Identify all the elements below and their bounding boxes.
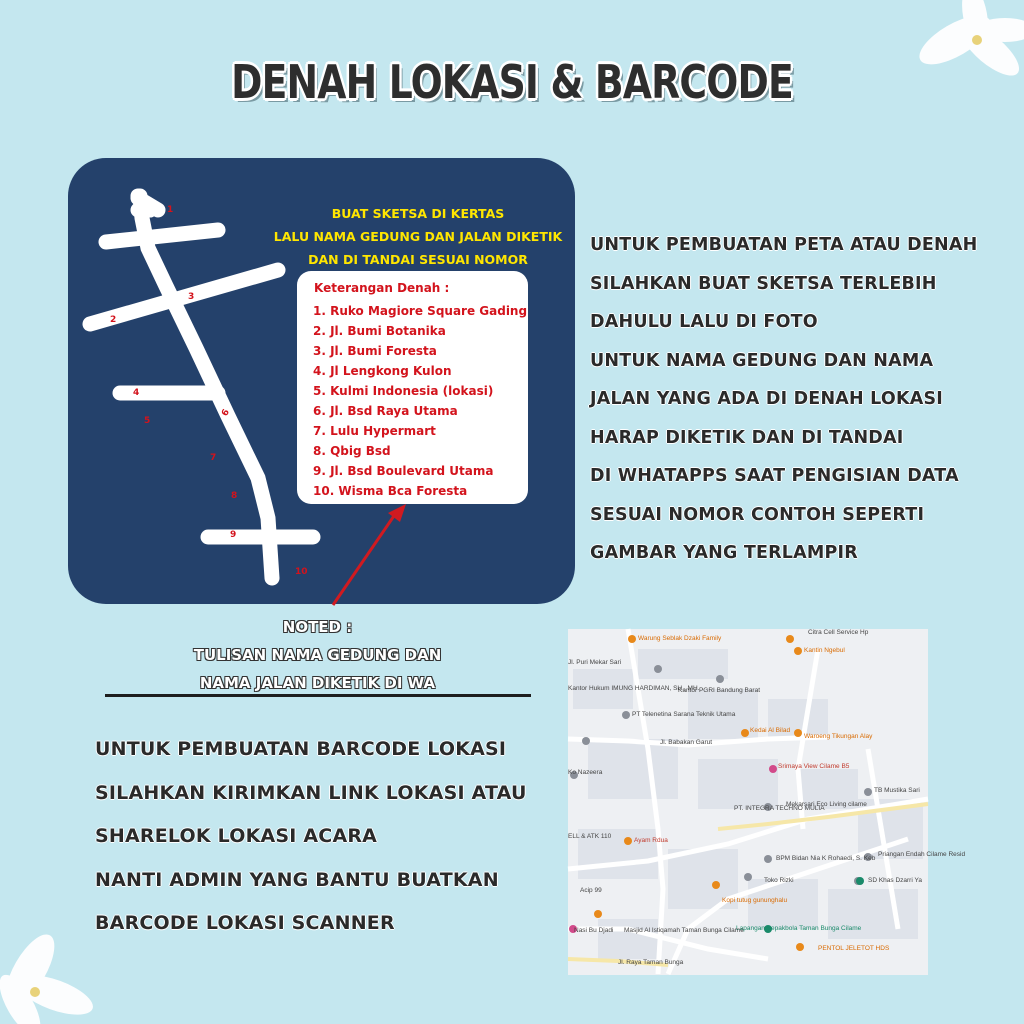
map-number: 6 [220,407,233,419]
page-title: DENAH LOKASI & BARCODE [231,55,793,109]
map-label: Kantor PGRI Bandung Barat [678,687,761,694]
text-line: SILAHKAN KIRIMKAN LINK LOKASI ATAU [95,781,527,804]
legend-title: Keterangan Denah : [314,281,450,295]
map-label: Kedai Al Bilad [750,727,791,734]
map-label: Nasi Bu Djadi [574,927,614,934]
text-line: UNTUK PEMBUATAN BARCODE LOKASI [95,738,507,760]
map-label: Ayam Rdua [634,837,668,844]
barcode-instructions-text [95,728,527,946]
sketch-instructions [68,202,575,271]
map-number: 5 [144,416,151,426]
legend-item: 4. Jl Lengkong Kulon [313,364,452,378]
map-label: PT. INTEGRA TECHNO MULIA [734,805,825,812]
sketch-map-panel [68,158,575,604]
map-label: Ko Nazeera [568,769,603,776]
legend-item: 6. Jl. Bsd Raya Utama [313,404,458,418]
noted-line: NAMA JALAN DIKETIK DI WA [199,674,436,692]
map-label: Waroeng Tikungan Alay [804,733,873,740]
legend-item: 8. Qbig Bsd [313,444,391,458]
flower-decoration-top [895,0,1024,100]
map-number: 1 [167,205,174,215]
divider [105,694,531,697]
legend-item: 5. Kulmi Indonesia (lokasi) [313,384,494,398]
legend-list [313,301,527,501]
text-line: DI WHATAPPS SAAT PENGISIAN DATA [590,466,959,486]
map-number: 9 [230,530,237,540]
map-streets [568,629,928,975]
text-line: JALAN YANG ADA DI DENAH LOKASI [590,389,944,409]
legend-item: 1. Ruko Magiore Square Gading [313,304,528,318]
map-label: Acip 99 [580,887,602,894]
location-map-screenshot [568,629,966,975]
map-label: Kopi tutug gununghalu [722,897,788,904]
map-label: Citra Cell Service Hp [808,629,869,636]
map-label: ELL & ATK 110 [568,833,612,840]
map-label: Toko Rizki [764,877,794,884]
noted-line: TULISAN NAMA GEDUNG DAN [193,646,442,664]
text-line: SESUAI NOMOR CONTOH SEPERTI [590,504,925,525]
instruction-line: LALU NAMA GEDUNG DAN JALAN DIKETIK [273,229,563,244]
map-number: 4 [133,388,140,398]
legend-item: 7. Lulu Hypermart [313,424,436,438]
noted-label: NOTED : [282,618,353,636]
legend-item: 9. Jl. Bsd Boulevard Utama [313,464,494,478]
text-line: UNTUK PEMBUATAN PETA ATAU DENAH [590,235,978,255]
legend-item: 2. Jl. Bumi Botanika [313,324,446,338]
map-label: Jl. Raya Taman Bunga [618,959,684,966]
map-label: Kantor Hukum IMUNG HARDIMAN, SH., MH. [568,685,700,692]
map-label: Lapangan Sepakbola Taman Bunga Cilame [736,925,862,932]
map-number: 3 [188,292,195,302]
noted-block [105,613,530,697]
map-label: Masjid Al Istiqamah Taman Bunga Cilame [624,927,744,934]
map-label: PT Telenetina Sarana Teknik Utama [632,711,736,718]
map-number: 2 [110,315,117,325]
text-line: UNTUK NAMA GEDUNG DAN NAMA [590,350,934,371]
text-line: SHARELOK LOKASI ACARA [95,825,378,847]
legend-item: 3. Jl. Bumi Foresta [313,344,437,358]
map-label: PENTOL JELETOT HDS [818,945,890,952]
map-label: SD Khas Dzarri Ya [868,877,922,884]
instruction-line: BUAT SKETSA DI KERTAS [331,206,505,221]
text-line: SILAHKAN BUAT SKETSA TERLEBIH [590,273,937,294]
instruction-line: DAN DI TANDAI SESUAI NOMOR [308,252,528,267]
text-line: NANTI ADMIN YANG BANTU BUATKAN [95,868,499,891]
flower-decoration-bottom [0,900,110,1024]
text-line: GAMBAR YANG TERLAMPIR [590,543,858,563]
map-label: Priangan Endah Cilame Resid [878,851,966,858]
legend-item: 10. Wisma Bca Foresta [313,484,468,498]
map-instructions-text [590,226,978,573]
legend-box [297,271,528,504]
map-label: Mekarsari Eco Living cilame [786,801,867,808]
map-number: 7 [210,453,217,463]
map-label: Warung Seblak Dzaki Family [638,635,722,642]
pointer-arrow [333,510,398,605]
map-label: Kantin Ngebul [804,647,845,654]
map-label: Jl. Babakan Garut [660,739,713,746]
text-line: BARCODE LOKASI SCANNER [95,912,395,934]
map-number: 8 [231,491,238,501]
map-label: Srimaya View Cilame B5 [778,763,850,770]
map-label: TB Mustika Sari [874,787,920,794]
map-number: 10 [295,567,308,577]
map-label: BPM Bidan Nia K Rohaedi, S. Keb [776,855,876,862]
map-label: Jl. Puri Mekar Sari [568,659,622,666]
text-line: HARAP DIKETIK DAN DI TANDAI [590,427,904,448]
text-line: DAHULU LALU DI FOTO [590,312,818,332]
